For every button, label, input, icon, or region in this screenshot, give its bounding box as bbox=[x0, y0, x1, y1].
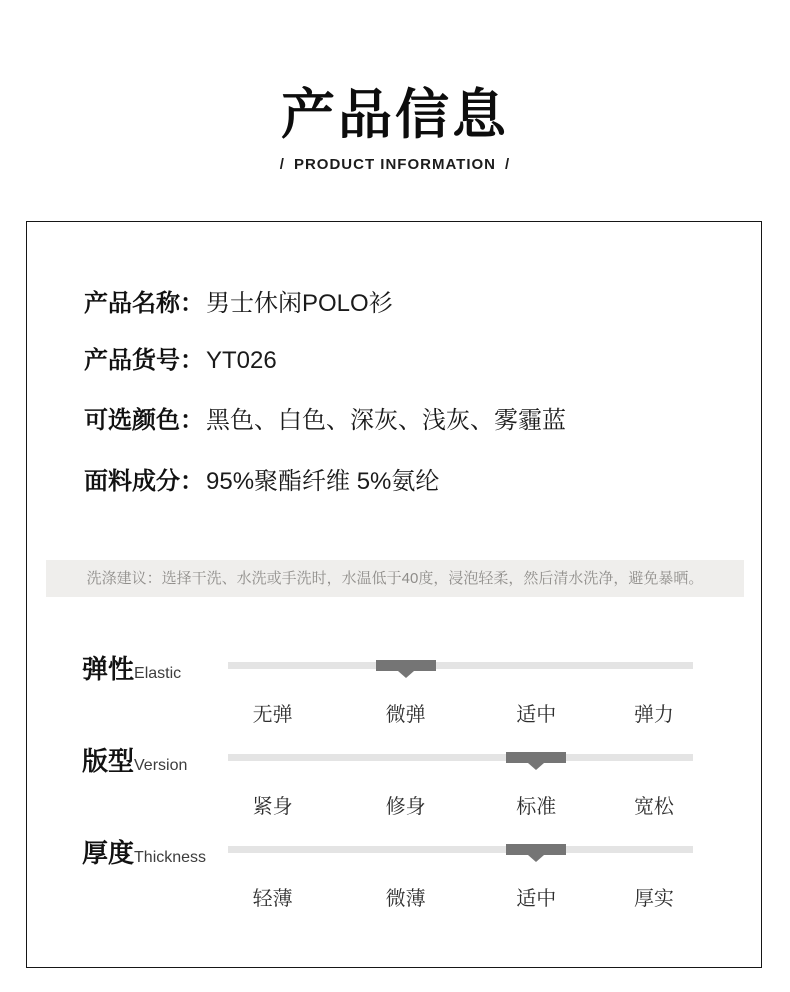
thickness-option: 微薄 bbox=[385, 888, 426, 910]
thickness-selected-marker bbox=[506, 844, 566, 855]
elastic-options bbox=[228, 702, 693, 728]
product-name-label: 产品名称： bbox=[84, 290, 204, 317]
info-row-product-sku bbox=[84, 346, 277, 376]
elastic-label-en: Elastic bbox=[134, 665, 182, 682]
fabric-composition-value: 95%聚酯纤维 5%氨纶 bbox=[206, 468, 440, 495]
elastic-option: 微弹 bbox=[385, 704, 426, 726]
product-name-value: 男士休闲POLO衫 bbox=[206, 290, 393, 317]
fabric-composition-label: 面料成分： bbox=[84, 468, 204, 495]
available-colors-label: 可选颜色： bbox=[84, 407, 204, 434]
thickness-label-cn: 厚度 bbox=[82, 838, 135, 868]
version-label-cn: 版型 bbox=[82, 746, 135, 776]
thickness-option: 厚实 bbox=[633, 888, 674, 910]
info-row-available-colors bbox=[84, 406, 566, 436]
thickness-label-en: Thickness bbox=[134, 849, 207, 866]
elastic-selected-marker bbox=[376, 660, 436, 671]
thickness-option: 轻薄 bbox=[252, 888, 293, 910]
elastic-label-cn: 弹性 bbox=[82, 654, 135, 684]
elastic-option: 适中 bbox=[516, 704, 557, 726]
elastic-option: 弹力 bbox=[633, 704, 674, 726]
version-option: 标准 bbox=[516, 796, 557, 818]
thickness-options bbox=[228, 886, 693, 912]
version-options bbox=[228, 794, 693, 820]
info-row-fabric-composition bbox=[84, 467, 439, 497]
product-sku-label: 产品货号： bbox=[84, 347, 204, 374]
available-colors-value: 黑色、白色、深灰、浅灰、雾霾蓝 bbox=[206, 407, 566, 434]
page-title: 产品信息 bbox=[281, 85, 509, 145]
version-section-label bbox=[82, 747, 187, 780]
subtitle-text: PRODUCT INFORMATION bbox=[293, 156, 497, 173]
version-option: 修身 bbox=[385, 796, 426, 818]
page-subtitle bbox=[0, 156, 790, 173]
elastic-option: 无弹 bbox=[252, 704, 293, 726]
subtitle-left-slash: / bbox=[279, 156, 285, 173]
wash-notice-bar bbox=[46, 560, 744, 597]
version-selected-marker bbox=[506, 752, 566, 763]
version-label-en: Version bbox=[134, 757, 188, 774]
version-scale-track bbox=[228, 754, 693, 761]
elastic-section-label bbox=[82, 655, 181, 688]
wash-notice-text: 洗涤建议：选择干洗、水洗或手洗时，水温低于40度，浸泡轻柔，然后清水洗净，避免暴晒。 bbox=[86, 570, 704, 587]
thickness-section-label bbox=[82, 839, 206, 872]
info-row-product-name bbox=[84, 289, 393, 319]
thickness-scale-track bbox=[228, 846, 693, 853]
product-sku-value: YT026 bbox=[206, 347, 277, 374]
version-option: 紧身 bbox=[252, 796, 293, 818]
version-option: 宽松 bbox=[633, 796, 674, 818]
elastic-scale-track bbox=[228, 662, 693, 669]
thickness-option: 适中 bbox=[516, 888, 557, 910]
subtitle-right-slash: / bbox=[505, 156, 511, 173]
